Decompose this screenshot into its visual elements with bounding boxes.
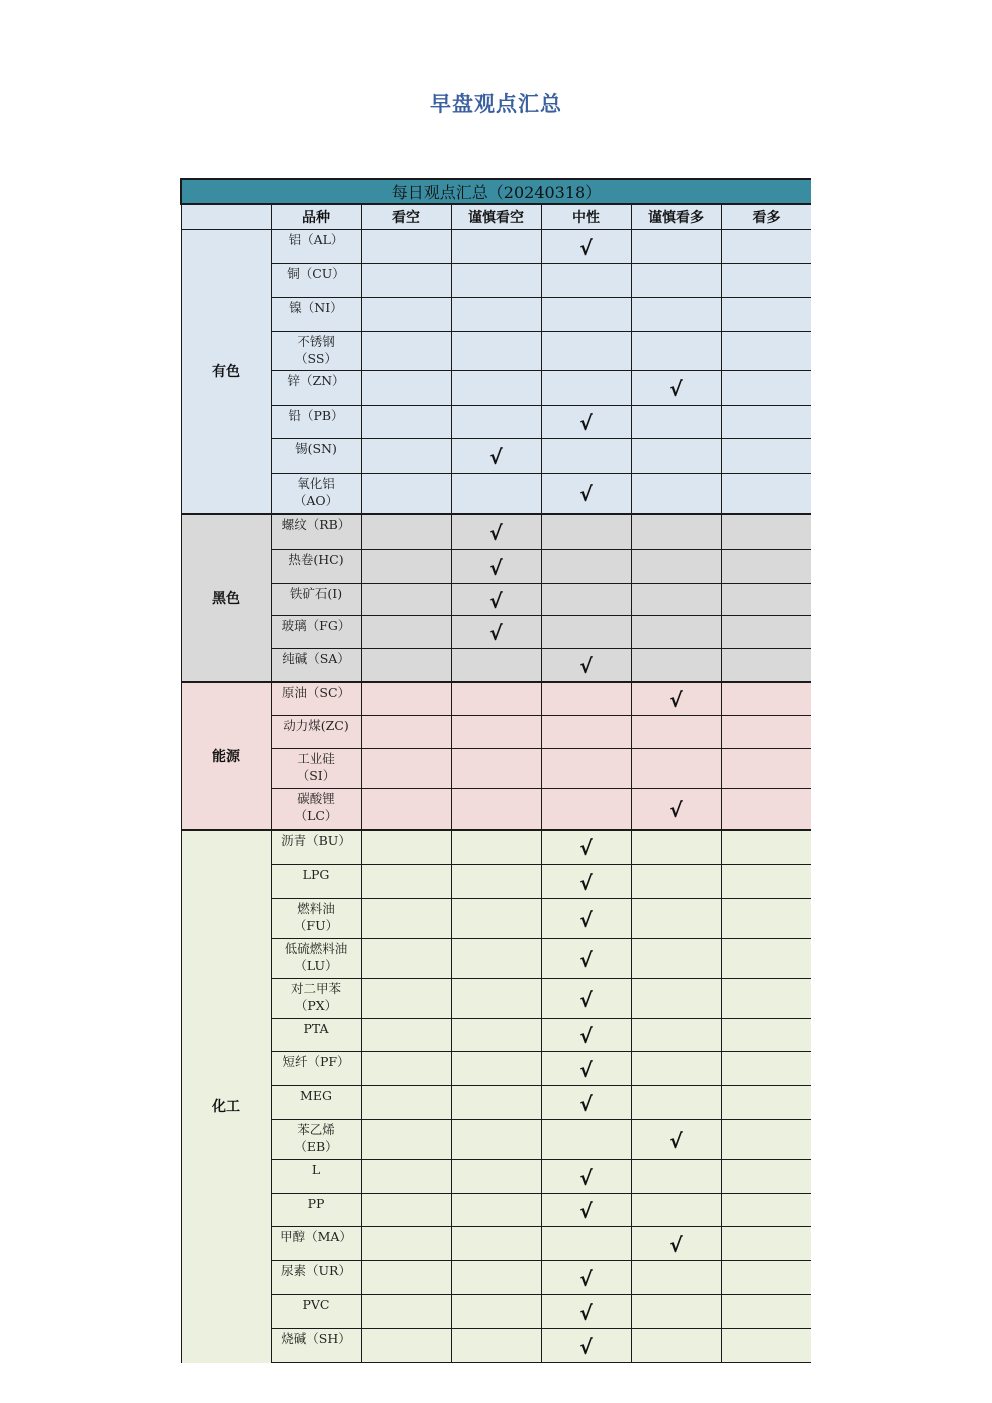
variety-name: PVC [271,1295,361,1329]
variety-name: 锌（ZN） [271,371,361,406]
view-cell [631,616,721,649]
view-cell [541,1120,631,1160]
view-cell [721,749,811,789]
view-cell [451,439,541,474]
table-row [181,584,811,616]
view-cell [721,649,811,682]
view-cell [541,1363,631,1364]
variety-name: MEG [271,1086,361,1120]
view-cell [721,1019,811,1052]
variety-name: 工业硅 （SI） [271,749,361,789]
table-row [181,865,811,899]
view-cell [451,1295,541,1329]
view-cell [721,1261,811,1295]
variety-name: 动力煤(ZC) [271,716,361,749]
view-cell [361,1261,451,1295]
view-cell [631,584,721,616]
table-row [181,1261,811,1295]
table-row [181,1160,811,1194]
variety-name: 短纤（PF） [271,1052,361,1086]
view-cell [451,899,541,939]
variety-name: 玻璃（FG） [271,616,361,649]
check-mark-icon: √ [489,445,503,469]
variety-name [271,1363,361,1364]
view-cell [721,1052,811,1086]
view-cell [541,1160,631,1194]
view-cell [541,1052,631,1086]
table-row [181,1086,811,1120]
view-cell [721,830,811,865]
view-cell [541,1086,631,1120]
header-cautious-bearish: 谨慎看空 [451,204,541,230]
table-caption: 每日观点汇总（20240318） [181,179,811,204]
view-cell [361,682,451,716]
view-cell [361,550,451,584]
view-cell [541,1019,631,1052]
view-cell [451,1227,541,1261]
header-variety: 品种 [271,204,361,230]
variety-name: 纯碱（SA） [271,649,361,682]
view-cell [361,230,451,264]
view-cell [721,371,811,406]
table-row [181,1120,811,1160]
view-cell [361,749,451,789]
view-cell [361,789,451,830]
view-cell [631,682,721,716]
view-cell [721,865,811,899]
view-cell [721,616,811,649]
view-cell [721,230,811,264]
view-cell [631,439,721,474]
header-neutral: 中性 [541,204,631,230]
view-cell [541,616,631,649]
daily-views-table [180,178,811,1363]
check-mark-icon: √ [669,797,683,822]
view-cell [361,939,451,979]
view-cell [451,1261,541,1295]
variety-name: 螺纹（RB） [271,514,361,550]
view-cell [361,439,451,474]
table-row [181,406,811,439]
variety-name: LPG [271,865,361,899]
view-cell [361,1019,451,1052]
view-cell [451,514,541,550]
view-cell [451,749,541,789]
view-cell [721,406,811,439]
view-cell [451,230,541,264]
table-row [181,749,811,789]
view-cell [541,749,631,789]
view-cell [451,865,541,899]
view-cell [541,716,631,749]
view-cell [541,230,631,264]
view-cell [361,1120,451,1160]
view-cell [721,1120,811,1160]
view-cell [631,264,721,298]
view-cell [721,584,811,616]
view-cell [721,298,811,332]
view-cell [721,1227,811,1261]
view-cell [361,979,451,1019]
header-cautious-bullish: 谨慎看多 [631,204,721,230]
variety-name: 沥青（BU） [271,830,361,865]
view-cell [721,716,811,749]
check-mark-icon: √ [579,836,593,861]
view-cell [541,649,631,682]
view-cell [631,979,721,1019]
table-row [181,230,811,264]
view-cell [541,1329,631,1363]
table-row [181,830,811,865]
variety-name: 对二甲苯 （PX） [271,979,361,1019]
view-cell [631,649,721,682]
view-cell [541,550,631,584]
view-cell [721,332,811,371]
view-cell [361,1295,451,1329]
view-cell [631,1329,721,1363]
view-cell [361,1227,451,1261]
view-cell [361,1160,451,1194]
view-cell [541,682,631,716]
variety-name: 热卷(HC) [271,550,361,584]
view-cell [451,474,541,514]
variety-name: 碳酸锂 （LC） [271,789,361,830]
view-cell [631,1261,721,1295]
view-cell [631,1019,721,1052]
view-cell [451,406,541,439]
view-cell [631,899,721,939]
view-cell [631,332,721,371]
view-cell [451,830,541,865]
view-cell [361,616,451,649]
view-cell [361,584,451,616]
view-cell [451,649,541,682]
check-mark-icon: √ [579,1334,593,1359]
table-row [181,371,811,406]
view-cell [631,474,721,514]
check-mark-icon: √ [579,947,593,972]
table-row [181,264,811,298]
view-cell [451,716,541,749]
view-cell [361,332,451,371]
view-cell [721,1086,811,1120]
view-cell [361,1194,451,1227]
table-row [181,716,811,749]
variety-name: 尿素（UR） [271,1261,361,1295]
category-cell: 能源 [181,682,271,830]
view-cell [541,584,631,616]
view-cell [721,899,811,939]
view-cell [541,371,631,406]
view-cell [721,1160,811,1194]
view-cell [451,371,541,406]
view-cell [721,789,811,830]
table-row [181,1295,811,1329]
variety-name: PTA [271,1019,361,1052]
variety-name: 燃料油 （FU） [271,899,361,939]
view-cell [361,474,451,514]
view-cell [361,1329,451,1363]
view-cell [361,1052,451,1086]
view-cell [721,439,811,474]
check-mark-icon: √ [489,520,503,545]
variety-name: L [271,1160,361,1194]
view-cell [361,899,451,939]
view-cell [541,514,631,550]
table-row [181,439,811,474]
check-mark-icon: √ [579,1300,593,1325]
view-cell [541,298,631,332]
page-title: 早盘观点汇总 [430,92,562,116]
table-row [181,1052,811,1086]
view-cell [631,1086,721,1120]
table-body [181,230,811,1364]
check-mark-icon: √ [579,1091,593,1116]
variety-name: PP [271,1194,361,1227]
view-cell [451,682,541,716]
view-cell [541,332,631,371]
check-mark-icon: √ [669,377,683,401]
view-cell [631,1295,721,1329]
check-mark-icon: √ [489,588,503,613]
check-mark-icon: √ [489,555,503,580]
view-cell [361,298,451,332]
view-cell [541,1261,631,1295]
check-mark-icon: √ [579,1199,593,1223]
view-cell [451,979,541,1019]
table-row [181,1019,811,1052]
check-mark-icon: √ [579,1057,593,1082]
header-row [181,204,811,230]
view-cell [451,332,541,371]
table-row [181,332,811,371]
view-cell [721,550,811,584]
variety-name: 锡(SN) [271,439,361,474]
view-cell [721,682,811,716]
table-row [181,298,811,332]
view-cell [451,1052,541,1086]
view-cell [541,939,631,979]
variety-name: 铅（PB） [271,406,361,439]
table-row [181,616,811,649]
table-row [181,649,811,682]
view-cell [721,1329,811,1363]
view-cell [721,979,811,1019]
view-cell [541,439,631,474]
view-cell [541,830,631,865]
table-row [181,1363,811,1364]
table-row [181,1329,811,1363]
view-cell [631,1227,721,1261]
view-cell [541,865,631,899]
view-cell [631,230,721,264]
view-cell [631,865,721,899]
view-cell [451,550,541,584]
table-row [181,789,811,830]
view-cell [361,865,451,899]
variety-name: 苯乙烯 （EB） [271,1120,361,1160]
view-cell [451,264,541,298]
check-mark-icon: √ [669,1128,683,1153]
view-cell [451,1329,541,1363]
view-cell [631,406,721,439]
table-row [181,1194,811,1227]
view-cell [631,514,721,550]
view-cell [721,1194,811,1227]
view-cell [451,939,541,979]
view-cell [631,371,721,406]
variety-name: 镍（NI） [271,298,361,332]
check-mark-icon: √ [579,411,593,435]
view-cell [721,514,811,550]
table-row [181,939,811,979]
variety-name: 氧化铝 （AO） [271,474,361,514]
view-cell [631,1363,721,1364]
view-cell [631,939,721,979]
view-cell [631,1194,721,1227]
view-cell [541,899,631,939]
view-cell [361,649,451,682]
view-cell [631,1160,721,1194]
view-cell [451,1194,541,1227]
view-cell [541,1295,631,1329]
check-mark-icon: √ [669,1232,683,1257]
view-cell [721,1295,811,1329]
view-cell [541,789,631,830]
table-row [181,550,811,584]
check-mark-icon: √ [579,235,593,260]
view-cell [451,1363,541,1364]
check-mark-icon: √ [579,1165,593,1190]
view-cell [361,406,451,439]
variety-name: 不锈钢 （SS） [271,332,361,371]
view-cell [451,1120,541,1160]
view-cell [631,1120,721,1160]
check-mark-icon: √ [669,687,683,712]
view-cell [361,264,451,298]
category-cell: 化工 [181,830,271,1364]
view-cell [631,716,721,749]
view-cell [361,1086,451,1120]
view-cell [541,1194,631,1227]
view-cell [541,264,631,298]
check-mark-icon: √ [579,907,593,932]
view-cell [361,830,451,865]
table-row [181,514,811,550]
check-mark-icon: √ [579,1266,593,1291]
category-cell: 黑色 [181,514,271,682]
view-cell [721,474,811,514]
daily-views-table-container [180,178,811,1363]
check-mark-icon: √ [579,482,593,507]
variety-name: 铁矿石(I) [271,584,361,616]
variety-name: 烧碱（SH） [271,1329,361,1363]
view-cell [541,474,631,514]
check-mark-icon: √ [579,870,593,895]
view-cell [361,371,451,406]
header-bullish: 看多 [721,204,811,230]
view-cell [721,1363,811,1364]
check-mark-icon: √ [579,653,593,678]
view-cell [541,1227,631,1261]
table-row [181,474,811,514]
variety-name: 甲醇（MA） [271,1227,361,1261]
view-cell [631,789,721,830]
table-row [181,682,811,716]
variety-name: 铜（CU） [271,264,361,298]
check-mark-icon: √ [579,1024,593,1048]
view-cell [721,264,811,298]
view-cell [361,1363,451,1364]
variety-name: 铝（AL） [271,230,361,264]
view-cell [451,789,541,830]
view-cell [541,406,631,439]
view-cell [451,1019,541,1052]
view-cell [451,298,541,332]
view-cell [451,584,541,616]
view-cell [631,830,721,865]
view-cell [451,1086,541,1120]
category-cell: 有色 [181,230,271,514]
check-mark-icon: √ [579,987,593,1012]
view-cell [631,749,721,789]
view-cell [541,979,631,1019]
view-cell [721,939,811,979]
view-cell [631,1052,721,1086]
variety-name: 原油（SC） [271,682,361,716]
view-cell [451,1160,541,1194]
view-cell [361,514,451,550]
view-cell [451,616,541,649]
table-row [181,899,811,939]
view-cell [631,298,721,332]
check-mark-icon: √ [489,621,503,645]
category-header-blank [181,204,271,230]
view-cell [361,716,451,749]
view-cell [631,550,721,584]
header-bearish: 看空 [361,204,451,230]
table-row [181,1227,811,1261]
variety-name: 低硫燃料油 （LU） [271,939,361,979]
table-row [181,979,811,1019]
